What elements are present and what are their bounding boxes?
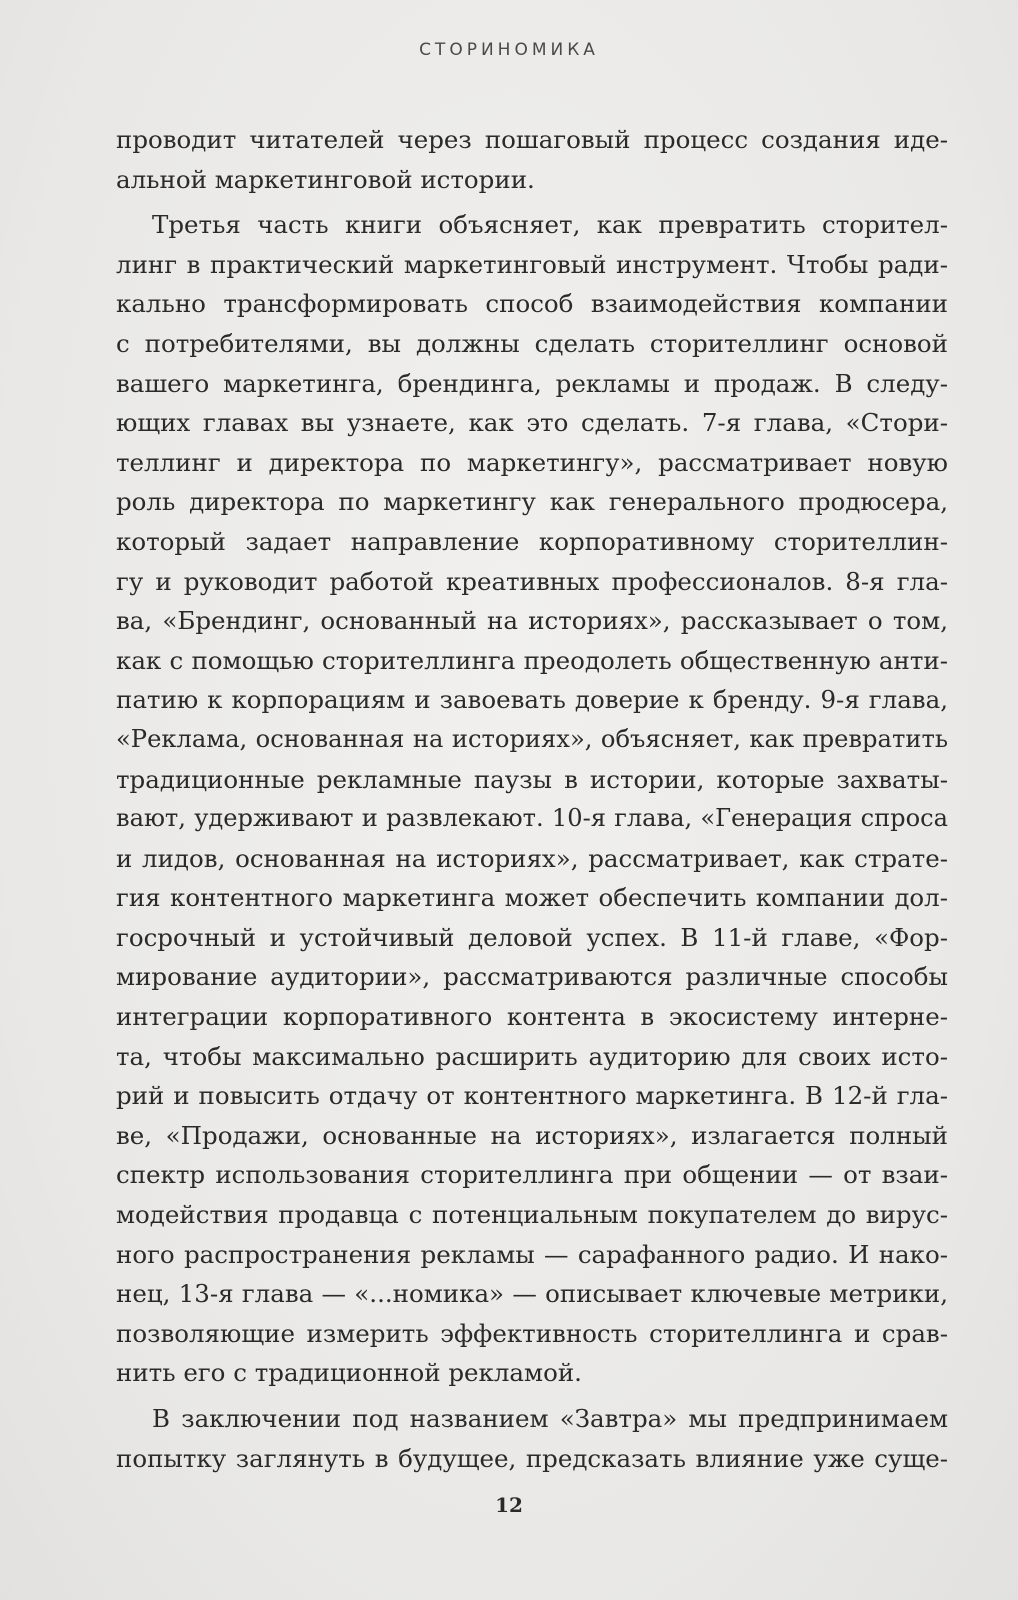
text-line: ва, «Брендинг, основанный на историях», рассказывает о том, xyxy=(116,606,948,636)
page-number: 12 xyxy=(495,1493,523,1517)
text-line: ющих главах вы узнаете, как это сделать. 7-я глава, «Стори- xyxy=(116,408,948,438)
text-line: вают, удерживают и развлекают. 10-я глава, «Генерация спроса xyxy=(116,804,948,833)
text-line: альной маркетинговой истории. xyxy=(116,164,535,194)
text-line: патию к корпорациям и завоевать доверие к бренду. 9-я глава, xyxy=(116,685,948,715)
text-line: с потребителями, вы должны сделать сторителлинг основой xyxy=(116,328,948,358)
text-line: госрочный и устойчивый деловой успех. В 11-й главе, «Фор- xyxy=(116,922,948,952)
paragraph-2 xyxy=(116,205,948,1393)
text-line: позволяющие измерить эффективность сторителлинга и срав- xyxy=(116,1318,948,1348)
running-head: СТОРИНОМИКА xyxy=(419,40,599,60)
text-line: и лидов, основанная на историях», рассматривает, как страте- xyxy=(116,843,948,873)
text-line: линг в практический маркетинговый инструмент. Чтобы ради- xyxy=(116,249,948,279)
text-line: ве, «Продажи, основанные на историях», излагается полный xyxy=(116,1120,948,1150)
text-line: спектр использования сторителлинга при общении — от взаи- xyxy=(116,1160,948,1190)
text-line: ного распространения рекламы — сарафанного радио. И нако- xyxy=(116,1239,948,1269)
text-line: роль директора по маркетингу как генерального продюсера, xyxy=(116,487,948,517)
text-line: вашего маркетинга, брендинга, рекламы и продаж. В следу- xyxy=(116,368,948,398)
text-line: попытку заглянуть в будущее, предсказать влияние уже суще- xyxy=(116,1443,948,1473)
text-line: мирование аудитории», рассматриваются различные способы xyxy=(116,962,948,992)
text-line: нец, 13-я глава — «...номика» — описывает ключевые метрики, xyxy=(116,1279,948,1309)
text-line: «Реклама, основанная на историях», объясняет, как превратить xyxy=(116,724,948,753)
text-line: кально трансформировать способ взаимодействия компании xyxy=(116,289,948,319)
text-line: как с помощью сторителлинга преодолеть общественную анти- xyxy=(116,645,948,675)
body-text xyxy=(116,120,948,1478)
text-line: традиционные рекламные паузы в истории, которые захваты- xyxy=(116,764,948,794)
text-line: В заключении под названием «Завтра» мы предпринимаем xyxy=(152,1404,948,1433)
paragraph-1 xyxy=(116,120,948,199)
text-line: нить его с традиционной рекламой. xyxy=(116,1358,582,1388)
text-line: интеграции корпоративного контента в экосистему интерне- xyxy=(116,1002,948,1032)
text-line: гия контентного маркетинга может обеспечить компании дол- xyxy=(116,883,948,913)
text-line: рий и повысить отдачу от контентного маркетинга. В 12-й гла- xyxy=(116,1081,948,1111)
text-line: который задает направление корпоративному сторителлин- xyxy=(116,526,948,556)
text-line: проводит читателей через пошаговый процесс создания иде- xyxy=(116,125,948,154)
text-line: модействия продавца с потенциальным покупателем до вирус- xyxy=(116,1200,948,1230)
text-line: гу и руководит работой креативных профессионалов. 8-я гла- xyxy=(116,566,948,596)
paragraph-3 xyxy=(116,1399,948,1478)
text-line: та, чтобы максимально расширить аудиторию для своих исто- xyxy=(116,1041,948,1071)
text-line: Третья часть книги объясняет, как превратить сторител- xyxy=(152,210,948,240)
text-line: теллинг и директора по маркетингу», рассматривает новую xyxy=(116,447,948,477)
